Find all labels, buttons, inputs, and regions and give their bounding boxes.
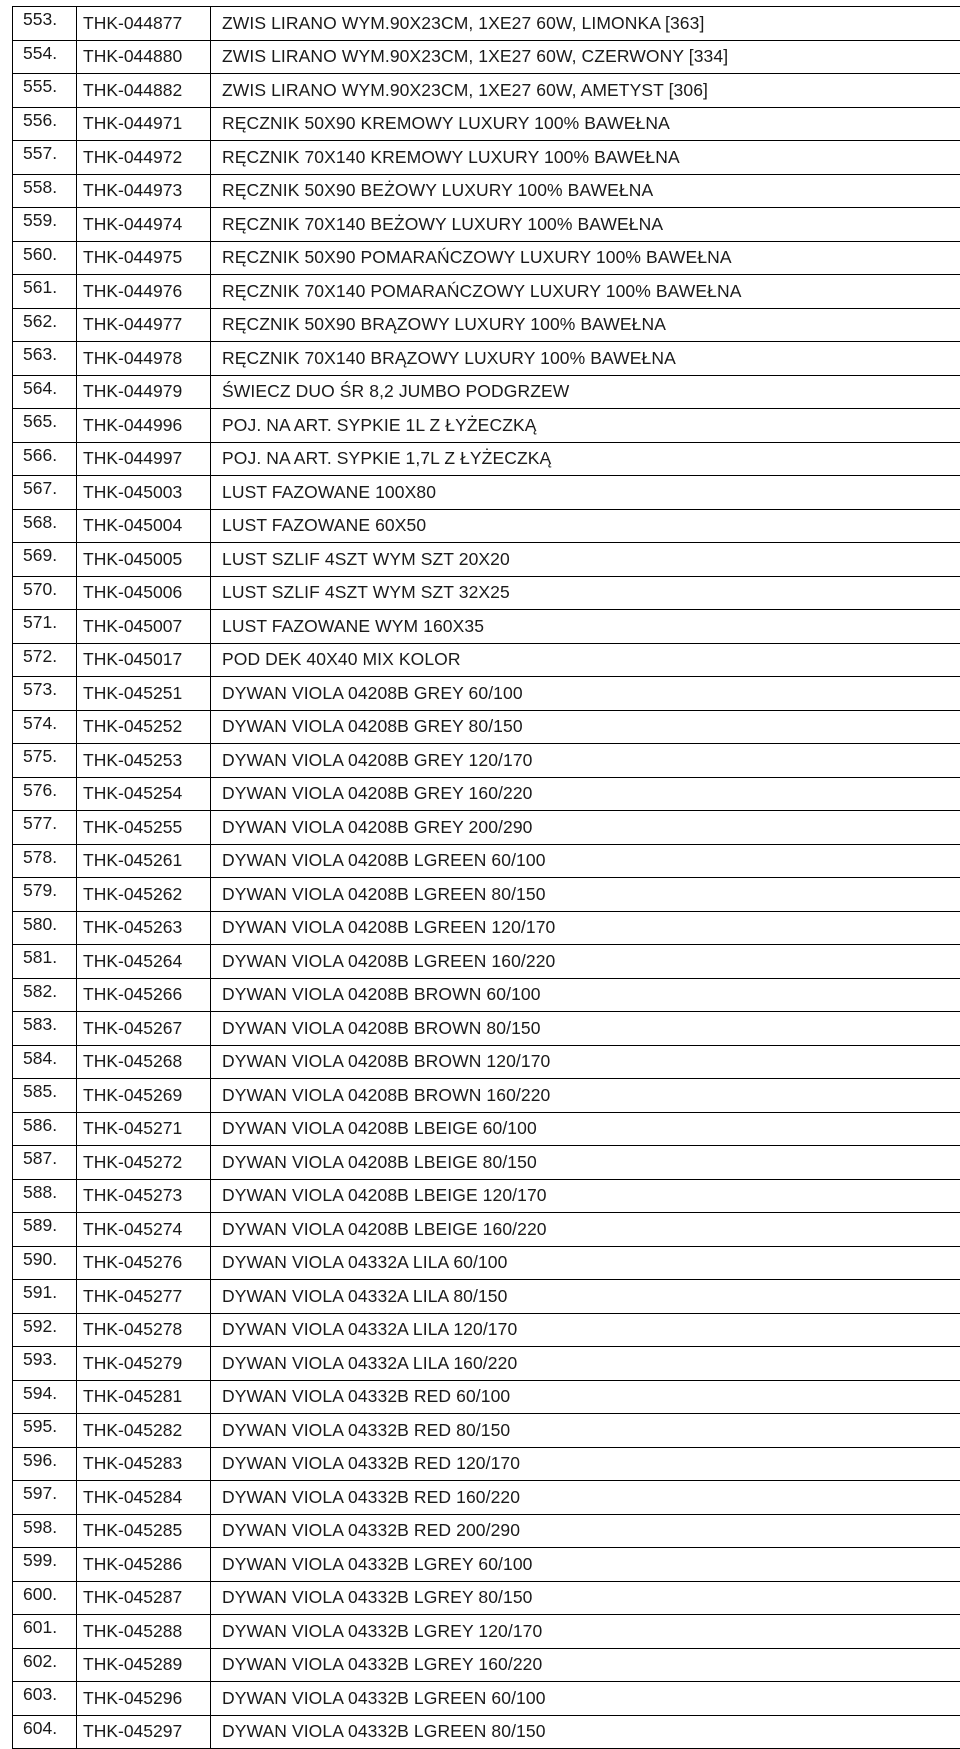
table-row [13,543,960,577]
row-number: 576. [13,777,77,811]
row-number: 591. [13,1280,77,1314]
table-row [13,1715,960,1749]
row-number: 599. [13,1548,77,1582]
product-code: THK-045004 [77,509,211,543]
product-code: THK-045278 [77,1313,211,1347]
product-code: THK-045283 [77,1447,211,1481]
product-description: DYWAN VIOLA 04332B RED 60/100 [211,1380,960,1414]
table-row [13,1012,960,1046]
product-description: DYWAN VIOLA 04332A LILA 120/170 [211,1313,960,1347]
row-number: 590. [13,1246,77,1280]
table-row [13,1682,960,1716]
row-number: 577. [13,811,77,845]
row-number: 571. [13,610,77,644]
product-description: DYWAN VIOLA 04332B RED 120/170 [211,1447,960,1481]
product-code: THK-045264 [77,945,211,979]
row-number: 565. [13,409,77,443]
row-number: 554. [13,40,77,74]
product-description: DYWAN VIOLA 04208B GREY 160/220 [211,777,960,811]
product-code: THK-045288 [77,1615,211,1649]
row-number: 601. [13,1615,77,1649]
table-row [13,1079,960,1113]
product-code: THK-044974 [77,208,211,242]
table-row [13,1213,960,1247]
row-number: 558. [13,174,77,208]
product-description: DYWAN VIOLA 04208B LBEIGE 60/100 [211,1112,960,1146]
product-description: DYWAN VIOLA 04332B LGREEN 80/150 [211,1715,960,1749]
table-row [13,911,960,945]
row-number: 593. [13,1347,77,1381]
row-number: 578. [13,844,77,878]
table-row [13,7,960,41]
product-description: DYWAN VIOLA 04208B LBEIGE 120/170 [211,1179,960,1213]
product-code: THK-045263 [77,911,211,945]
product-code: THK-045253 [77,744,211,778]
table-row [13,342,960,376]
table-row [13,710,960,744]
table-row [13,1246,960,1280]
product-description: POJ. NA ART. SYPKIE 1L Z ŁYŻECZKĄ [211,409,960,443]
row-number: 575. [13,744,77,778]
product-code: THK-045277 [77,1280,211,1314]
table-row [13,1447,960,1481]
row-number: 604. [13,1715,77,1749]
product-code: THK-045262 [77,878,211,912]
product-description: DYWAN VIOLA 04332A LILA 160/220 [211,1347,960,1381]
table-row [13,945,960,979]
row-number: 583. [13,1012,77,1046]
row-number: 582. [13,978,77,1012]
product-code: THK-045269 [77,1079,211,1113]
row-number: 580. [13,911,77,945]
row-number: 589. [13,1213,77,1247]
row-number: 562. [13,308,77,342]
product-description: ZWIS LIRANO WYM.90X23CM, 1XE27 60W, AMETYST [306] [211,74,960,108]
row-number: 569. [13,543,77,577]
table-row [13,1280,960,1314]
product-code: THK-045279 [77,1347,211,1381]
product-code: THK-045251 [77,677,211,711]
table-row [13,1045,960,1079]
row-number: 573. [13,677,77,711]
product-code: THK-045003 [77,476,211,510]
row-number: 584. [13,1045,77,1079]
product-description: DYWAN VIOLA 04208B BROWN 160/220 [211,1079,960,1113]
document-page [12,6,960,1749]
product-description: DYWAN VIOLA 04208B GREY 200/290 [211,811,960,845]
product-description: DYWAN VIOLA 04208B LGREEN 60/100 [211,844,960,878]
product-code: THK-045274 [77,1213,211,1247]
row-number: 566. [13,442,77,476]
product-code: THK-044979 [77,375,211,409]
table-row [13,208,960,242]
product-code: THK-045007 [77,610,211,644]
row-number: 555. [13,74,77,108]
product-description: RĘCZNIK 50X90 KREMOWY LUXURY 100% BAWEŁNA [211,107,960,141]
product-code: THK-045017 [77,643,211,677]
product-code: THK-045286 [77,1548,211,1582]
row-number: 564. [13,375,77,409]
table-row [13,610,960,644]
product-description: RĘCZNIK 70X140 BEŻOWY LUXURY 100% BAWEŁNA [211,208,960,242]
product-description: LUST SZLIF 4SZT WYM SZT 20X20 [211,543,960,577]
table-row [13,844,960,878]
row-number: 560. [13,241,77,275]
row-number: 588. [13,1179,77,1213]
product-table-body [13,7,960,1749]
product-code: THK-044996 [77,409,211,443]
table-row [13,40,960,74]
product-description: LUST FAZOWANE 100X80 [211,476,960,510]
row-number: 559. [13,208,77,242]
product-description: DYWAN VIOLA 04208B LBEIGE 80/150 [211,1146,960,1180]
table-row [13,811,960,845]
table-row [13,1179,960,1213]
row-number: 595. [13,1414,77,1448]
product-description: DYWAN VIOLA 04208B LGREEN 160/220 [211,945,960,979]
table-row [13,777,960,811]
table-row [13,1548,960,1582]
table-row [13,1146,960,1180]
product-code: THK-045261 [77,844,211,878]
product-code: THK-045282 [77,1414,211,1448]
product-code: THK-045006 [77,576,211,610]
row-number: 602. [13,1648,77,1682]
product-description: DYWAN VIOLA 04208B GREY 60/100 [211,677,960,711]
table-row [13,1414,960,1448]
table-row [13,476,960,510]
product-description: RĘCZNIK 70X140 POMARAŃCZOWY LUXURY 100% BAWEŁNA [211,275,960,309]
row-number: 557. [13,141,77,175]
row-number: 556. [13,107,77,141]
product-code: THK-045267 [77,1012,211,1046]
row-number: 592. [13,1313,77,1347]
product-code: THK-044882 [77,74,211,108]
table-row [13,878,960,912]
row-number: 563. [13,342,77,376]
row-number: 586. [13,1112,77,1146]
product-code: THK-044877 [77,7,211,41]
product-description: DYWAN VIOLA 04332B LGREY 80/150 [211,1581,960,1615]
product-description: LUST SZLIF 4SZT WYM SZT 32X25 [211,576,960,610]
product-code: THK-045266 [77,978,211,1012]
row-number: 596. [13,1447,77,1481]
product-code: THK-045272 [77,1146,211,1180]
row-number: 603. [13,1682,77,1716]
product-description: RĘCZNIK 50X90 BRĄZOWY LUXURY 100% BAWEŁNA [211,308,960,342]
table-row [13,409,960,443]
product-description: ZWIS LIRANO WYM.90X23CM, 1XE27 60W, LIMONKA [363] [211,7,960,41]
product-code: THK-045287 [77,1581,211,1615]
product-description: POJ. NA ART. SYPKIE 1,7L Z ŁYŻECZKĄ [211,442,960,476]
product-description: DYWAN VIOLA 04208B GREY 120/170 [211,744,960,778]
row-number: 579. [13,878,77,912]
table-row [13,677,960,711]
product-code: THK-044978 [77,342,211,376]
product-code: THK-045289 [77,1648,211,1682]
row-number: 561. [13,275,77,309]
table-row [13,978,960,1012]
product-code: THK-045254 [77,777,211,811]
row-number: 600. [13,1581,77,1615]
product-description: ŚWIECZ DUO ŚR 8,2 JUMBO PODGRZEW [211,375,960,409]
table-row [13,107,960,141]
table-row [13,509,960,543]
row-number: 597. [13,1481,77,1515]
product-code: THK-044972 [77,141,211,175]
table-row [13,1514,960,1548]
product-code: THK-045285 [77,1514,211,1548]
product-code: THK-045297 [77,1715,211,1749]
product-code: THK-044997 [77,442,211,476]
product-description: DYWAN VIOLA 04332B RED 200/290 [211,1514,960,1548]
row-number: 598. [13,1514,77,1548]
product-code: THK-045276 [77,1246,211,1280]
table-row [13,141,960,175]
table-row [13,643,960,677]
table-row [13,375,960,409]
product-code: THK-045281 [77,1380,211,1414]
product-description: RĘCZNIK 70X140 BRĄZOWY LUXURY 100% BAWEŁNA [211,342,960,376]
product-code: THK-045255 [77,811,211,845]
product-description: DYWAN VIOLA 04332B LGREY 160/220 [211,1648,960,1682]
product-description: DYWAN VIOLA 04208B GREY 80/150 [211,710,960,744]
table-row [13,1648,960,1682]
table-row [13,174,960,208]
product-description: POD DEK 40X40 MIX KOLOR [211,643,960,677]
product-description: DYWAN VIOLA 04208B BROWN 120/170 [211,1045,960,1079]
product-description: LUST FAZOWANE WYM 160X35 [211,610,960,644]
table-row [13,1313,960,1347]
row-number: 587. [13,1146,77,1180]
product-table [12,6,960,1749]
product-description: DYWAN VIOLA 04208B BROWN 60/100 [211,978,960,1012]
product-description: DYWAN VIOLA 04208B LGREEN 120/170 [211,911,960,945]
table-row [13,275,960,309]
product-description: DYWAN VIOLA 04332A LILA 80/150 [211,1280,960,1314]
product-code: THK-045271 [77,1112,211,1146]
product-code: THK-045296 [77,1682,211,1716]
table-row [13,74,960,108]
table-row [13,1581,960,1615]
product-code: THK-045284 [77,1481,211,1515]
product-code: THK-044973 [77,174,211,208]
product-code: THK-044976 [77,275,211,309]
product-description: ZWIS LIRANO WYM.90X23CM, 1XE27 60W, CZERWONY [334] [211,40,960,74]
table-row [13,744,960,778]
table-row [13,241,960,275]
row-number: 572. [13,643,77,677]
product-description: LUST FAZOWANE 60X50 [211,509,960,543]
row-number: 553. [13,7,77,41]
product-description: DYWAN VIOLA 04332A LILA 60/100 [211,1246,960,1280]
product-description: DYWAN VIOLA 04208B LBEIGE 160/220 [211,1213,960,1247]
table-row [13,576,960,610]
row-number: 567. [13,476,77,510]
row-number: 585. [13,1079,77,1113]
row-number: 570. [13,576,77,610]
table-row [13,1347,960,1381]
product-description: DYWAN VIOLA 04332B LGREY 120/170 [211,1615,960,1649]
product-code: THK-044975 [77,241,211,275]
product-code: THK-044880 [77,40,211,74]
product-description: DYWAN VIOLA 04332B RED 160/220 [211,1481,960,1515]
product-description: RĘCZNIK 70X140 KREMOWY LUXURY 100% BAWEŁNA [211,141,960,175]
row-number: 568. [13,509,77,543]
product-description: DYWAN VIOLA 04332B LGREEN 60/100 [211,1682,960,1716]
product-code: THK-045273 [77,1179,211,1213]
product-description: DYWAN VIOLA 04208B LGREEN 80/150 [211,878,960,912]
table-row [13,1481,960,1515]
product-description: RĘCZNIK 50X90 BEŻOWY LUXURY 100% BAWEŁNA [211,174,960,208]
product-description: DYWAN VIOLA 04332B RED 80/150 [211,1414,960,1448]
table-row [13,1380,960,1414]
table-row [13,308,960,342]
row-number: 574. [13,710,77,744]
table-row [13,1112,960,1146]
product-code: THK-044977 [77,308,211,342]
product-code: THK-044971 [77,107,211,141]
table-row [13,1615,960,1649]
row-number: 594. [13,1380,77,1414]
product-description: DYWAN VIOLA 04332B LGREY 60/100 [211,1548,960,1582]
row-number: 581. [13,945,77,979]
product-description: DYWAN VIOLA 04208B BROWN 80/150 [211,1012,960,1046]
table-row [13,442,960,476]
product-description: RĘCZNIK 50X90 POMARAŃCZOWY LUXURY 100% BAWEŁNA [211,241,960,275]
product-code: THK-045252 [77,710,211,744]
product-code: THK-045268 [77,1045,211,1079]
product-code: THK-045005 [77,543,211,577]
